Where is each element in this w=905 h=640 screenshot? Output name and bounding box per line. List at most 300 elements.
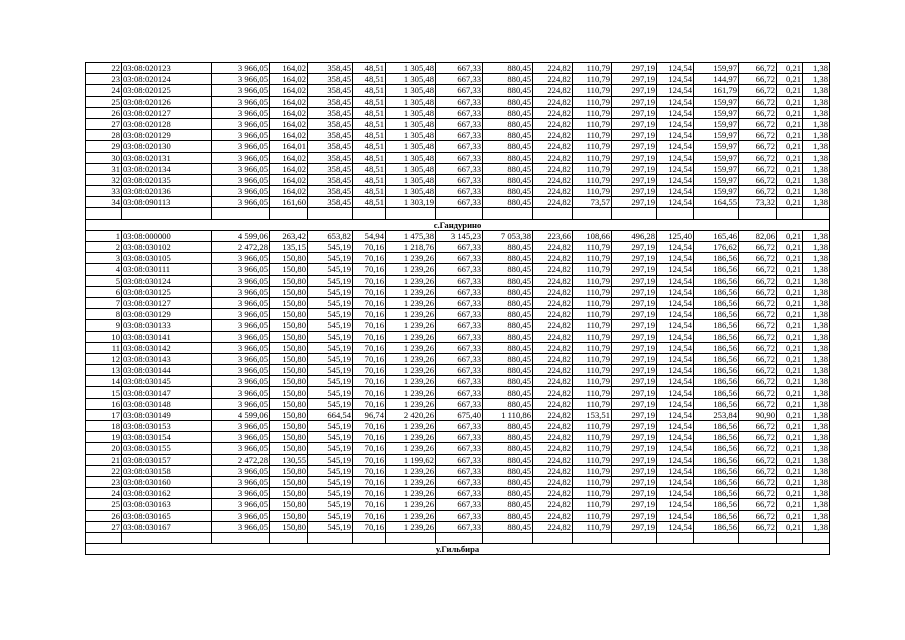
value-cell: 1 239,26	[386, 488, 436, 499]
value-cell: 1 303,19	[386, 197, 436, 208]
value-cell: 3 966,05	[212, 163, 270, 174]
value-cell: 110,79	[573, 353, 612, 364]
value-cell: 1 239,26	[386, 275, 436, 286]
section-title: с.Гандурино	[86, 219, 830, 230]
table-row	[86, 353, 830, 364]
value-cell: 3 966,05	[212, 275, 270, 286]
value-cell: 880,45	[483, 365, 533, 376]
value-cell: 3 966,05	[212, 432, 270, 443]
value-cell: 358,45	[308, 163, 353, 174]
value-cell: 3 966,05	[212, 476, 270, 487]
value-cell: 1 239,26	[386, 297, 436, 308]
value-cell: 186,56	[694, 454, 739, 465]
row-number-cell: 27	[86, 118, 122, 129]
value-cell: 297,19	[612, 421, 657, 432]
cadastral-code-cell: 03:08:030143	[122, 353, 212, 364]
value-cell: 0,21	[777, 521, 803, 532]
table-row	[86, 454, 830, 465]
row-number-cell: 31	[86, 163, 122, 174]
value-cell: 66,72	[739, 186, 777, 197]
value-cell: 70,16	[353, 365, 386, 376]
table-cell	[386, 208, 436, 219]
value-cell: 667,33	[436, 130, 483, 141]
value-cell: 48,51	[353, 197, 386, 208]
value-cell: 297,19	[612, 409, 657, 420]
value-cell: 150,80	[270, 253, 308, 264]
value-cell: 164,02	[270, 85, 308, 96]
value-cell: 110,79	[573, 118, 612, 129]
value-cell: 1,38	[803, 499, 830, 510]
value-cell: 545,19	[308, 342, 353, 353]
value-cell: 1 239,26	[386, 465, 436, 476]
value-cell: 66,72	[739, 454, 777, 465]
table-cell	[386, 532, 436, 543]
value-cell: 66,72	[739, 118, 777, 129]
value-cell: 224,82	[533, 409, 573, 420]
value-cell: 150,80	[270, 443, 308, 454]
value-cell: 667,33	[436, 499, 483, 510]
value-cell: 70,16	[353, 465, 386, 476]
value-cell: 73,57	[573, 197, 612, 208]
value-cell: 1,38	[803, 130, 830, 141]
row-number-cell: 21	[86, 454, 122, 465]
table-cell	[270, 532, 308, 543]
value-cell: 124,54	[657, 107, 694, 118]
value-cell: 1,38	[803, 85, 830, 96]
value-cell: 358,45	[308, 130, 353, 141]
value-cell: 0,21	[777, 96, 803, 107]
value-cell: 653,82	[308, 230, 353, 241]
value-cell: 150,80	[270, 376, 308, 387]
value-cell: 124,54	[657, 186, 694, 197]
value-cell: 1,38	[803, 488, 830, 499]
value-cell: 880,45	[483, 309, 533, 320]
value-cell: 358,45	[308, 197, 353, 208]
value-cell: 150,80	[270, 320, 308, 331]
value-cell: 66,72	[739, 398, 777, 409]
value-cell: 66,72	[739, 365, 777, 376]
value-cell: 3 966,05	[212, 186, 270, 197]
value-cell: 224,82	[533, 163, 573, 174]
value-cell: 545,19	[308, 320, 353, 331]
value-cell: 224,82	[533, 521, 573, 532]
value-cell: 70,16	[353, 432, 386, 443]
row-number-cell: 12	[86, 353, 122, 364]
value-cell: 880,45	[483, 488, 533, 499]
cadastral-code-cell: 03:08:030144	[122, 365, 212, 376]
value-cell: 164,02	[270, 186, 308, 197]
value-cell: 3 966,05	[212, 510, 270, 521]
value-cell: 0,21	[777, 365, 803, 376]
value-cell: 1,38	[803, 376, 830, 387]
row-number-cell: 5	[86, 275, 122, 286]
cadastral-code-cell: 03:08:030160	[122, 476, 212, 487]
value-cell: 135,15	[270, 242, 308, 253]
table-row	[86, 421, 830, 432]
value-cell: 1,38	[803, 465, 830, 476]
value-cell: 297,19	[612, 521, 657, 532]
value-cell: 73,32	[739, 197, 777, 208]
value-cell: 4 599,06	[212, 230, 270, 241]
value-cell: 3 966,05	[212, 264, 270, 275]
cadastral-code-cell: 03:08:020126	[122, 96, 212, 107]
value-cell: 110,79	[573, 174, 612, 185]
value-cell: 224,82	[533, 454, 573, 465]
value-cell: 66,72	[739, 443, 777, 454]
value-cell: 1 239,26	[386, 264, 436, 275]
row-number-cell: 23	[86, 74, 122, 85]
value-cell: 0,21	[777, 454, 803, 465]
value-cell: 66,72	[739, 465, 777, 476]
value-cell: 0,21	[777, 186, 803, 197]
value-cell: 3 966,05	[212, 141, 270, 152]
value-cell: 297,19	[612, 163, 657, 174]
value-cell: 3 966,05	[212, 253, 270, 264]
cadastral-code-cell: 03:08:020124	[122, 74, 212, 85]
value-cell: 1 239,26	[386, 309, 436, 320]
value-cell: 1 305,48	[386, 96, 436, 107]
value-cell: 667,33	[436, 186, 483, 197]
value-cell: 124,54	[657, 398, 694, 409]
value-cell: 70,16	[353, 521, 386, 532]
value-cell: 150,80	[270, 476, 308, 487]
value-cell: 880,45	[483, 521, 533, 532]
value-cell: 224,82	[533, 174, 573, 185]
value-cell: 66,72	[739, 521, 777, 532]
row-number-cell: 28	[86, 130, 122, 141]
value-cell: 545,19	[308, 376, 353, 387]
value-cell: 297,19	[612, 432, 657, 443]
value-cell: 110,79	[573, 488, 612, 499]
value-cell: 880,45	[483, 152, 533, 163]
value-cell: 0,21	[777, 286, 803, 297]
table-row	[86, 130, 830, 141]
value-cell: 186,56	[694, 353, 739, 364]
value-cell: 150,80	[270, 499, 308, 510]
value-cell: 224,82	[533, 320, 573, 331]
value-cell: 1 239,26	[386, 320, 436, 331]
value-cell: 0,21	[777, 443, 803, 454]
row-number-cell: 2	[86, 242, 122, 253]
cadastral-code-cell: 03:08:030167	[122, 521, 212, 532]
value-cell: 150,80	[270, 398, 308, 409]
table-cell	[803, 208, 830, 219]
value-cell: 161,79	[694, 85, 739, 96]
value-cell: 186,56	[694, 476, 739, 487]
value-cell: 150,80	[270, 286, 308, 297]
value-cell: 108,66	[573, 230, 612, 241]
value-cell: 3 966,05	[212, 353, 270, 364]
cadastral-code-cell: 03:08:030148	[122, 398, 212, 409]
row-number-cell: 20	[86, 443, 122, 454]
table-row	[86, 499, 830, 510]
value-cell: 186,56	[694, 521, 739, 532]
value-cell: 3 966,05	[212, 376, 270, 387]
value-cell: 880,45	[483, 454, 533, 465]
value-cell: 1,38	[803, 253, 830, 264]
value-cell: 880,45	[483, 253, 533, 264]
row-number-cell: 33	[86, 186, 122, 197]
value-cell: 124,54	[657, 521, 694, 532]
value-cell: 110,79	[573, 141, 612, 152]
value-cell: 70,16	[353, 376, 386, 387]
value-cell: 3 966,05	[212, 74, 270, 85]
cadastral-code-cell: 03:08:020123	[122, 63, 212, 74]
value-cell: 124,54	[657, 476, 694, 487]
value-cell: 66,72	[739, 107, 777, 118]
value-cell: 224,82	[533, 107, 573, 118]
value-cell: 545,19	[308, 476, 353, 487]
table-row	[86, 74, 830, 85]
value-cell: 66,72	[739, 342, 777, 353]
value-cell: 150,80	[270, 275, 308, 286]
value-cell: 124,54	[657, 510, 694, 521]
value-cell: 70,16	[353, 309, 386, 320]
value-cell: 224,82	[533, 365, 573, 376]
value-cell: 1,38	[803, 432, 830, 443]
value-cell: 110,79	[573, 398, 612, 409]
value-cell: 880,45	[483, 510, 533, 521]
value-cell: 297,19	[612, 353, 657, 364]
value-cell: 0,21	[777, 230, 803, 241]
value-cell: 224,82	[533, 443, 573, 454]
table-row	[86, 107, 830, 118]
value-cell: 667,33	[436, 465, 483, 476]
table-row	[86, 96, 830, 107]
value-cell: 66,72	[739, 85, 777, 96]
value-cell: 263,42	[270, 230, 308, 241]
value-cell: 358,45	[308, 118, 353, 129]
value-cell: 159,97	[694, 63, 739, 74]
value-cell: 880,45	[483, 174, 533, 185]
row-number-cell: 22	[86, 465, 122, 476]
value-cell: 545,19	[308, 521, 353, 532]
section-header-row	[86, 219, 830, 230]
row-number-cell: 3	[86, 253, 122, 264]
value-cell: 2 472,28	[212, 454, 270, 465]
value-cell: 70,16	[353, 387, 386, 398]
value-cell: 0,21	[777, 309, 803, 320]
value-cell: 0,21	[777, 197, 803, 208]
cadastral-code-cell: 03:08:020127	[122, 107, 212, 118]
value-cell: 159,97	[694, 96, 739, 107]
value-cell: 48,51	[353, 186, 386, 197]
value-cell: 124,54	[657, 163, 694, 174]
value-cell: 70,16	[353, 286, 386, 297]
value-cell: 545,19	[308, 398, 353, 409]
value-cell: 159,97	[694, 152, 739, 163]
value-cell: 0,21	[777, 398, 803, 409]
value-cell: 667,33	[436, 488, 483, 499]
table-row	[86, 85, 830, 96]
value-cell: 90,90	[739, 409, 777, 420]
value-cell: 186,56	[694, 443, 739, 454]
row-number-cell: 27	[86, 521, 122, 532]
value-cell: 150,80	[270, 465, 308, 476]
value-cell: 1,38	[803, 230, 830, 241]
value-cell: 358,45	[308, 63, 353, 74]
value-cell: 880,45	[483, 85, 533, 96]
value-cell: 110,79	[573, 421, 612, 432]
value-cell: 110,79	[573, 130, 612, 141]
value-cell: 880,45	[483, 376, 533, 387]
value-cell: 164,02	[270, 74, 308, 85]
value-cell: 66,72	[739, 96, 777, 107]
table-cell	[533, 532, 573, 543]
value-cell: 70,16	[353, 342, 386, 353]
value-cell: 70,16	[353, 488, 386, 499]
value-cell: 667,33	[436, 242, 483, 253]
value-cell: 3 966,05	[212, 342, 270, 353]
value-cell: 297,19	[612, 398, 657, 409]
value-cell: 186,56	[694, 297, 739, 308]
value-cell: 545,19	[308, 432, 353, 443]
value-cell: 358,45	[308, 96, 353, 107]
value-cell: 3 966,05	[212, 387, 270, 398]
table-cell	[777, 532, 803, 543]
value-cell: 0,21	[777, 421, 803, 432]
value-cell: 667,33	[436, 342, 483, 353]
value-cell: 110,79	[573, 499, 612, 510]
value-cell: 48,51	[353, 174, 386, 185]
row-number-cell: 10	[86, 331, 122, 342]
value-cell: 124,54	[657, 152, 694, 163]
value-cell: 124,54	[657, 499, 694, 510]
value-cell: 159,97	[694, 174, 739, 185]
value-cell: 70,16	[353, 398, 386, 409]
value-cell: 1,38	[803, 387, 830, 398]
value-cell: 110,79	[573, 152, 612, 163]
row-number-cell: 24	[86, 85, 122, 96]
value-cell: 297,19	[612, 74, 657, 85]
value-cell: 253,84	[694, 409, 739, 420]
value-cell: 297,19	[612, 130, 657, 141]
table-cell	[657, 532, 694, 543]
row-number-cell: 1	[86, 230, 122, 241]
table-row	[86, 510, 830, 521]
value-cell: 545,19	[308, 465, 353, 476]
cadastral-code-cell: 03:08:020125	[122, 85, 212, 96]
value-cell: 66,72	[739, 253, 777, 264]
table-row	[86, 488, 830, 499]
value-cell: 4 599,06	[212, 409, 270, 420]
value-cell: 224,82	[533, 63, 573, 74]
value-cell: 3 966,05	[212, 309, 270, 320]
value-cell: 70,16	[353, 242, 386, 253]
value-cell: 48,51	[353, 141, 386, 152]
value-cell: 1,38	[803, 476, 830, 487]
value-cell: 224,82	[533, 476, 573, 487]
value-cell: 0,21	[777, 465, 803, 476]
table-row	[86, 320, 830, 331]
value-cell: 3 966,05	[212, 443, 270, 454]
table-cell	[694, 532, 739, 543]
value-cell: 3 966,05	[212, 85, 270, 96]
value-cell: 70,16	[353, 275, 386, 286]
value-cell: 224,82	[533, 253, 573, 264]
value-cell: 186,56	[694, 365, 739, 376]
value-cell: 545,19	[308, 510, 353, 521]
value-cell: 880,45	[483, 197, 533, 208]
value-cell: 297,19	[612, 376, 657, 387]
cadastral-code-cell: 03:08:030155	[122, 443, 212, 454]
value-cell: 3 966,05	[212, 521, 270, 532]
value-cell: 1,38	[803, 63, 830, 74]
value-cell: 3 966,05	[212, 398, 270, 409]
table-cell	[483, 208, 533, 219]
value-cell: 70,16	[353, 499, 386, 510]
value-cell: 545,19	[308, 443, 353, 454]
cadastral-code-cell: 03:08:030111	[122, 264, 212, 275]
cadastral-code-cell: 03:08:020136	[122, 186, 212, 197]
row-number-cell: 6	[86, 286, 122, 297]
value-cell: 0,21	[777, 331, 803, 342]
value-cell: 186,56	[694, 331, 739, 342]
value-cell: 358,45	[308, 85, 353, 96]
cadastral-code-cell: 03:08:030153	[122, 421, 212, 432]
value-cell: 358,45	[308, 74, 353, 85]
value-cell: 1 239,26	[386, 499, 436, 510]
value-cell: 66,72	[739, 376, 777, 387]
value-cell: 0,21	[777, 85, 803, 96]
value-cell: 224,82	[533, 242, 573, 253]
value-cell: 66,72	[739, 488, 777, 499]
value-cell: 82,06	[739, 230, 777, 241]
table-row	[86, 174, 830, 185]
table-cell	[308, 532, 353, 543]
table-row	[86, 521, 830, 532]
value-cell: 545,19	[308, 242, 353, 253]
value-cell: 1 239,26	[386, 331, 436, 342]
value-cell: 297,19	[612, 309, 657, 320]
value-cell: 1,38	[803, 398, 830, 409]
value-cell: 1 239,26	[386, 510, 436, 521]
value-cell: 124,54	[657, 488, 694, 499]
value-cell: 224,82	[533, 353, 573, 364]
value-cell: 297,19	[612, 387, 657, 398]
value-cell: 297,19	[612, 141, 657, 152]
value-cell: 3 145,23	[436, 230, 483, 241]
value-cell: 667,33	[436, 365, 483, 376]
table-row	[86, 398, 830, 409]
value-cell: 1 305,48	[386, 107, 436, 118]
cadastral-code-cell: 03:08:030154	[122, 432, 212, 443]
value-cell: 1,38	[803, 242, 830, 253]
value-cell: 124,54	[657, 320, 694, 331]
value-cell: 667,33	[436, 163, 483, 174]
row-number-cell: 7	[86, 297, 122, 308]
value-cell: 110,79	[573, 186, 612, 197]
cadastral-code-cell: 03:08:000000	[122, 230, 212, 241]
value-cell: 297,19	[612, 320, 657, 331]
value-cell: 48,51	[353, 96, 386, 107]
value-cell: 150,80	[270, 297, 308, 308]
value-cell: 48,51	[353, 130, 386, 141]
value-cell: 110,79	[573, 242, 612, 253]
value-cell: 297,19	[612, 118, 657, 129]
value-cell: 1,38	[803, 141, 830, 152]
value-cell: 164,02	[270, 130, 308, 141]
value-cell: 110,79	[573, 331, 612, 342]
value-cell: 880,45	[483, 331, 533, 342]
table-cell	[612, 532, 657, 543]
value-cell: 297,19	[612, 96, 657, 107]
value-cell: 124,54	[657, 454, 694, 465]
value-cell: 297,19	[612, 107, 657, 118]
value-cell: 1 239,26	[386, 432, 436, 443]
value-cell: 48,51	[353, 74, 386, 85]
value-cell: 1,38	[803, 510, 830, 521]
